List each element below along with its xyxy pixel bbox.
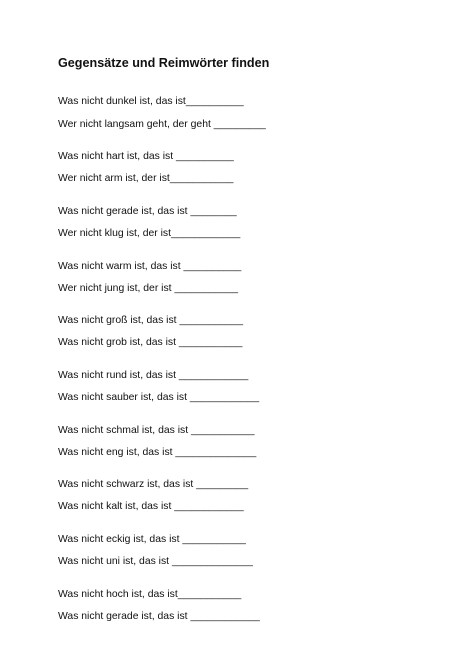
worksheet-line: Was nicht schmal ist, das ist ___________ [58, 425, 255, 436]
worksheet-line: Was nicht hoch ist, das ist___________ [58, 589, 242, 600]
worksheet-line: Wer nicht jung ist, der ist ___________ [58, 283, 239, 294]
worksheet-line: Was nicht eckig ist, das ist ___________ [58, 534, 246, 545]
worksheet-line: Was nicht rund ist, das ist ____________ [58, 370, 249, 381]
worksheet-line: Was nicht kalt ist, das ist ____________ [58, 501, 244, 512]
worksheet-line: Was nicht groß ist, das ist ___________ [58, 315, 244, 326]
worksheet-line: Was nicht hart ist, das ist __________ [58, 151, 234, 162]
worksheet-line: Was nicht sauber ist, das ist ____________ [58, 392, 260, 403]
worksheet-line: Was nicht uni ist, das ist ______________ [58, 556, 253, 567]
worksheet-line: Was nicht dunkel ist, das ist__________ [58, 96, 244, 107]
worksheet-line: Was nicht warm ist, das ist __________ [58, 261, 242, 272]
worksheet-line: Was nicht grob ist, das ist ___________ [58, 337, 243, 348]
worksheet-line: Wer nicht klug ist, der ist____________ [58, 228, 241, 239]
worksheet-line: Was nicht schwarz ist, das ist _________ [58, 479, 249, 490]
worksheet-line: Was nicht gerade ist, das ist ________ [58, 206, 237, 217]
worksheet-title: Gegensätze und Reimwörter finden [58, 56, 270, 70]
worksheet-line: Was nicht eng ist, das ist ______________ [58, 447, 257, 458]
worksheet-line: Was nicht gerade ist, das ist ____________ [58, 611, 260, 622]
worksheet-line: Wer nicht langsam geht, der geht _________ [58, 119, 266, 130]
worksheet-line: Wer nicht arm ist, der ist___________ [58, 173, 234, 184]
